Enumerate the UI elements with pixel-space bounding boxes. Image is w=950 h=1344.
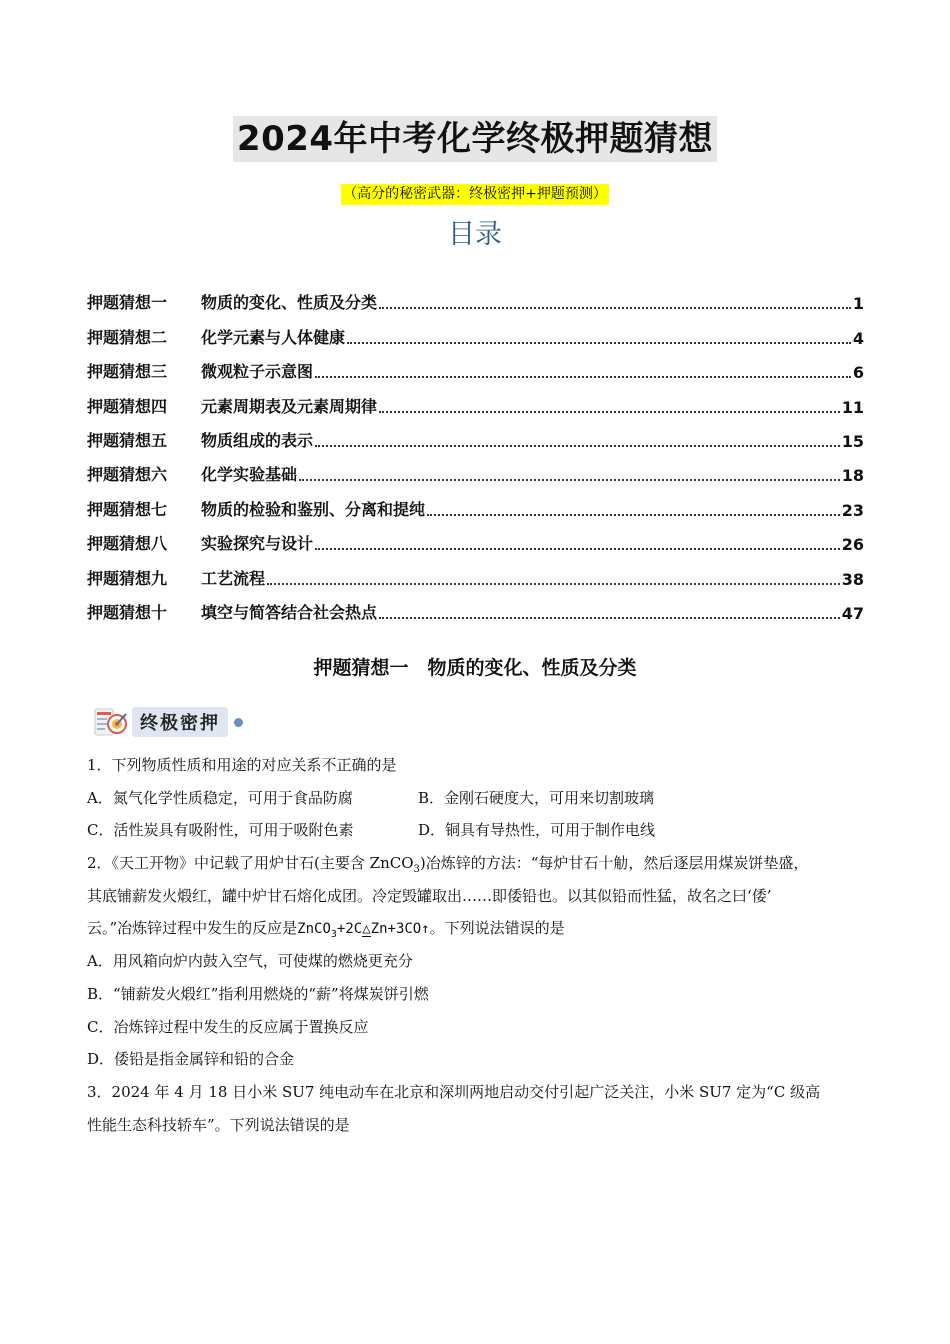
toc-entry-label: 押题猜想七 (87, 499, 168, 519)
option-a[interactable]: A．用风箱向炉内鼓入空气，可使煤的燃烧更充分 (87, 952, 413, 971)
subscript: 3 (330, 929, 337, 941)
toc-entry-title: 实验探究与设计 (201, 534, 314, 554)
toc-leader-dots (379, 306, 851, 309)
toc-leader-dots (267, 582, 840, 585)
title-container (0, 116, 950, 162)
toc-entry-title: 化学实验基础 (201, 465, 298, 485)
table-of-contents (87, 279, 864, 623)
toc-entry[interactable] (87, 279, 864, 313)
question-stem-continued (87, 912, 867, 945)
formula-part: ZnCO (297, 921, 331, 938)
toc-entry-label: 押题猜想十 (87, 602, 168, 622)
document-subtitle: （高分的秘密武器：终极密押+押题预测） (341, 184, 609, 205)
toc-entry-label: 押题猜想二 (87, 327, 168, 347)
toc-leader-dots (427, 513, 840, 516)
section-badge (94, 703, 243, 741)
question-stem-continued: 其底铺薪发火煅红，罐中炉甘石熔化成团。冷定毁罐取出……即倭铅也。以其似铅而性猛，故名之曰‘倭’ (87, 886, 772, 905)
toc-leader-dots (315, 375, 851, 378)
toc-heading: 目录 (448, 219, 502, 250)
option-b[interactable]: B．金刚石硬度大，可用来切割玻璃 (418, 788, 655, 807)
badge-label: 终极密押 (132, 707, 228, 737)
badge-dot (234, 718, 243, 727)
toc-entry-page: 18 (841, 466, 864, 486)
toc-entry[interactable] (87, 520, 864, 554)
toc-entry-page: 4 (852, 328, 864, 348)
option-d[interactable]: D．倭铅是指金属锌和铅的合金 (87, 1050, 295, 1069)
document-title: 2024年中考化学终极押题猜想 (233, 116, 717, 162)
subscript: 3 (413, 864, 420, 876)
toc-entry-label: 押题猜想八 (87, 534, 168, 554)
toc-leader-dots (315, 547, 840, 550)
toc-entry[interactable] (87, 554, 864, 588)
toc-entry-label: 押题猜想九 (87, 568, 168, 588)
toc-leader-dots (315, 444, 840, 447)
stem-text: 。下列说法错误的是 (429, 919, 565, 938)
toc-entry[interactable] (87, 382, 864, 416)
toc-entry-label: 押题猜想六 (87, 465, 168, 485)
option-row (87, 782, 867, 815)
toc-entry-title: 化学元素与人体健康 (201, 327, 346, 347)
question-stem: 1．下列物质性质和用途的对应关系不正确的是 (87, 756, 397, 774)
question-stem (87, 847, 867, 880)
question-stem: 3．2024 年 4 月 18 日小米 SU7 纯电动车在北京和深圳两地启动交付引起广泛关注，小米 SU7 定为“C 级高 (87, 1082, 821, 1101)
toc-entry[interactable] (87, 417, 864, 451)
question-list (87, 749, 867, 1141)
toc-entry-title: 物质组成的表示 (201, 430, 314, 450)
toc-entry-page: 6 (852, 363, 864, 383)
toc-entry-label: 押题猜想一 (87, 293, 168, 313)
formula-part: Zn+3CO↑ (370, 921, 430, 938)
toc-entry-title: 物质的检验和鉴别、分离和提纯 (201, 499, 426, 519)
toc-entry-title: 填空与简答结合社会热点 (201, 602, 378, 622)
toc-entry[interactable] (87, 348, 864, 382)
subtitle-container (0, 183, 950, 205)
toc-entry-page: 1 (852, 294, 864, 314)
section-heading: 押题猜想一 物质的变化、性质及分类 (313, 657, 637, 679)
toc-entry-page: 26 (841, 535, 864, 555)
chemical-equation (297, 921, 430, 941)
stem-text: 2．《天工开物》中记载了用炉甘石(主要含 ZnCO (87, 854, 414, 873)
toc-leader-dots (347, 341, 851, 344)
stem-text: )冶炼锌的方法：“每炉甘石十觔，然后逐层用煤炭饼垫盛， (419, 854, 809, 873)
toc-entry-page: 38 (841, 569, 864, 589)
toc-entry-title: 工艺流程 (201, 568, 266, 588)
toc-entry-page: 15 (841, 431, 864, 451)
toc-leader-dots (379, 410, 840, 413)
toc-entry-label: 押题猜想三 (87, 362, 168, 382)
toc-leader-dots (379, 616, 840, 619)
target-icon (94, 705, 128, 739)
toc-entry[interactable] (87, 451, 864, 485)
toc-leader-dots (299, 478, 840, 481)
option-b[interactable]: B．“铺薪发火煅红”指利用燃烧的“薪”将煤炭饼引燃 (87, 984, 429, 1003)
toc-entry-title: 物质的变化、性质及分类 (201, 293, 378, 313)
toc-entry[interactable] (87, 485, 864, 519)
toc-entry-title: 元素周期表及元素周期律 (201, 396, 378, 416)
toc-entry[interactable] (87, 313, 864, 347)
toc-entry-page: 47 (841, 603, 864, 623)
heat-symbol: △ (362, 921, 371, 938)
toc-entry[interactable] (87, 589, 864, 623)
question-stem-continued: 性能生态科技轿车”。下列说法错误的是 (87, 1115, 350, 1134)
toc-entry-label: 押题猜想五 (87, 430, 168, 450)
formula-part: +2C (336, 921, 363, 938)
stem-text: 云。”冶炼锌过程中发生的反应是 (87, 919, 298, 938)
toc-entry-page: 23 (841, 500, 864, 520)
option-a[interactable]: A．氮气化学性质稳定，可用于食品防腐 (87, 788, 353, 807)
toc-entry-label: 押题猜想四 (87, 396, 168, 416)
toc-entry-title: 微观粒子示意图 (201, 362, 314, 382)
option-c[interactable]: C．活性炭具有吸附性，可用于吸附色素 (87, 821, 354, 840)
option-d[interactable]: D．铜具有导热性，可用于制作电线 (418, 821, 656, 840)
toc-entry-page: 11 (841, 397, 864, 417)
option-row (87, 814, 867, 847)
option-c[interactable]: C．冶炼锌过程中发生的反应属于置换反应 (87, 1017, 369, 1036)
